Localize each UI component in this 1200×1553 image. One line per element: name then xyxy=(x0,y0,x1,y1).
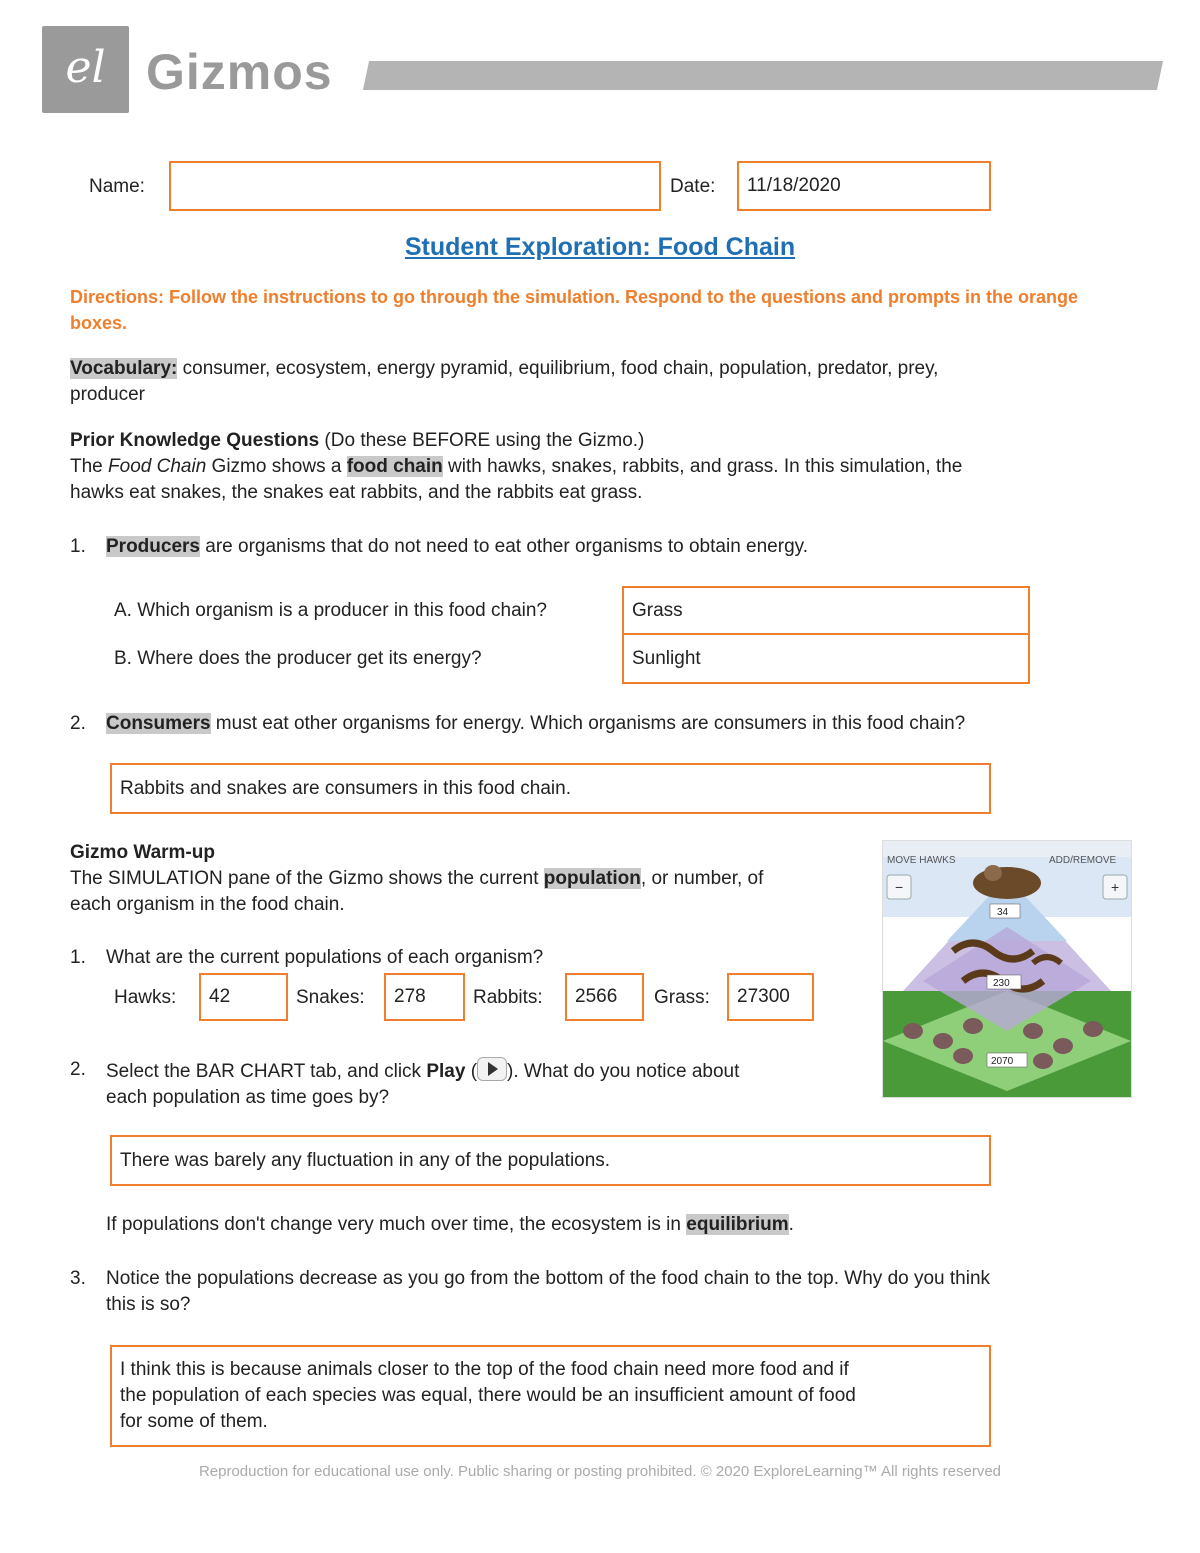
hawk-icon xyxy=(973,867,1041,899)
warmup-q2: Select the BAR CHART tab, and click Play ( ). What do you notice about each population as time goes by? xyxy=(106,1057,866,1111)
minus-icon: − xyxy=(895,879,904,895)
prior-knowledge-heading: Prior Knowledge Questions xyxy=(70,430,320,451)
warmup-q1-number: 1. xyxy=(70,947,86,968)
consumers-answer-field[interactable]: Rabbits and snakes are consumers in this food chain. xyxy=(110,763,991,814)
simulation-screenshot xyxy=(882,840,1132,1098)
warmup-heading: Gizmo Warm-up xyxy=(70,842,215,863)
producer-answer-field[interactable]: Grass xyxy=(622,586,1030,635)
warmup-q1: What are the current populations of each organism? xyxy=(106,947,544,968)
prior-q2-number: 2. xyxy=(70,713,86,734)
logo-glyph: el xyxy=(65,42,106,93)
prior-q2: Consumers must eat other organisms for energy. Which organisms are consumers in this food chain? xyxy=(106,713,966,734)
hawks-level-count: 34 xyxy=(997,907,1009,918)
prior-q1-number: 1. xyxy=(70,536,86,557)
header-bar xyxy=(363,61,1163,90)
hawks-population-field[interactable]: 42 xyxy=(199,973,288,1021)
vocabulary-label: Vocabulary: xyxy=(70,358,178,379)
warmup-q2-number: 2. xyxy=(70,1059,86,1080)
vocabulary: Vocabulary: consumer, ecosystem, energy pyramid, equilibrium, food chain, population, predator, prey, producer xyxy=(70,358,939,405)
bar-chart-answer-field[interactable]: There was barely any fluctuation in any of the populations. xyxy=(110,1135,991,1186)
energy-source-answer-field[interactable]: Sunlight xyxy=(622,633,1030,684)
food-pyramid-illustration xyxy=(883,841,1131,1097)
rabbits-level-count: 2070 xyxy=(991,1056,1014,1067)
footer-copyright: Reproduction for educational use only. Public sharing or posting prohibited. © 2020 ExploreLearning™ All rights reserved xyxy=(198,1463,1002,1480)
snakes-level-count: 230 xyxy=(993,978,1010,989)
warmup-q3-number: 3. xyxy=(70,1268,86,1289)
grass-label: Grass: xyxy=(654,987,710,1008)
population-decrease-answer-field[interactable]: I think this is because animals closer to the top of the food chain need more food and if the population of each species was equal, there would be an insufficient amount of food for some of them. xyxy=(110,1345,991,1447)
explorelearning-logo xyxy=(42,26,129,113)
move-hawks-label: MOVE HAWKS xyxy=(887,855,956,866)
date-label: Date: xyxy=(670,176,716,197)
prior-q1: Producers are organisms that do not need to eat other organisms to obtain energy. xyxy=(106,536,809,557)
grass-population-field[interactable]: 27300 xyxy=(727,973,814,1021)
prior-q1b-label: B. Where does the producer get its energy? xyxy=(114,648,482,669)
gizmos-brand: Gizmos xyxy=(146,44,333,100)
warmup-section: Gizmo Warm-up The SIMULATION pane of the Gizmo shows the current population, or number, of each organism in the food chain. xyxy=(70,842,764,915)
page-title: Student Exploration: Food Chain xyxy=(404,233,796,261)
play-button-icon xyxy=(477,1057,507,1081)
directions-text: Directions: Follow the instructions to go through the simulation. Respond to the questions and prompts in the orange boxes. xyxy=(70,287,1078,333)
date-field[interactable]: 11/18/2020 xyxy=(737,161,991,211)
equilibrium-note: If populations don't change very much over time, the ecosystem is in equilibrium. xyxy=(106,1214,794,1235)
prior-knowledge-section: Prior Knowledge Questions (Do these BEFORE using the Gizmo.) The Food Chain Gizmo shows a food chain with hawks, snakes, rabbits, and grass. In this simulation, the hawks eat snakes, the snakes eat rabbits, and the rabbits eat grass. xyxy=(70,430,963,503)
warmup-q3: Notice the populations decrease as you go from the bottom of the food chain to the top. Why do you think this is so? xyxy=(106,1268,991,1315)
prior-q1a-label: A. Which organism is a producer in this food chain? xyxy=(114,600,547,621)
name-field[interactable] xyxy=(169,161,661,211)
add-remove-label: ADD/REMOVE xyxy=(1049,855,1117,866)
rabbits-population-field[interactable]: 2566 xyxy=(565,973,644,1021)
plus-icon: + xyxy=(1111,879,1120,895)
name-label: Name: xyxy=(89,176,145,197)
hawks-label: Hawks: xyxy=(114,987,177,1008)
rabbits-label: Rabbits: xyxy=(473,987,543,1008)
snakes-label: Snakes: xyxy=(296,987,365,1008)
snakes-population-field[interactable]: 278 xyxy=(384,973,465,1021)
